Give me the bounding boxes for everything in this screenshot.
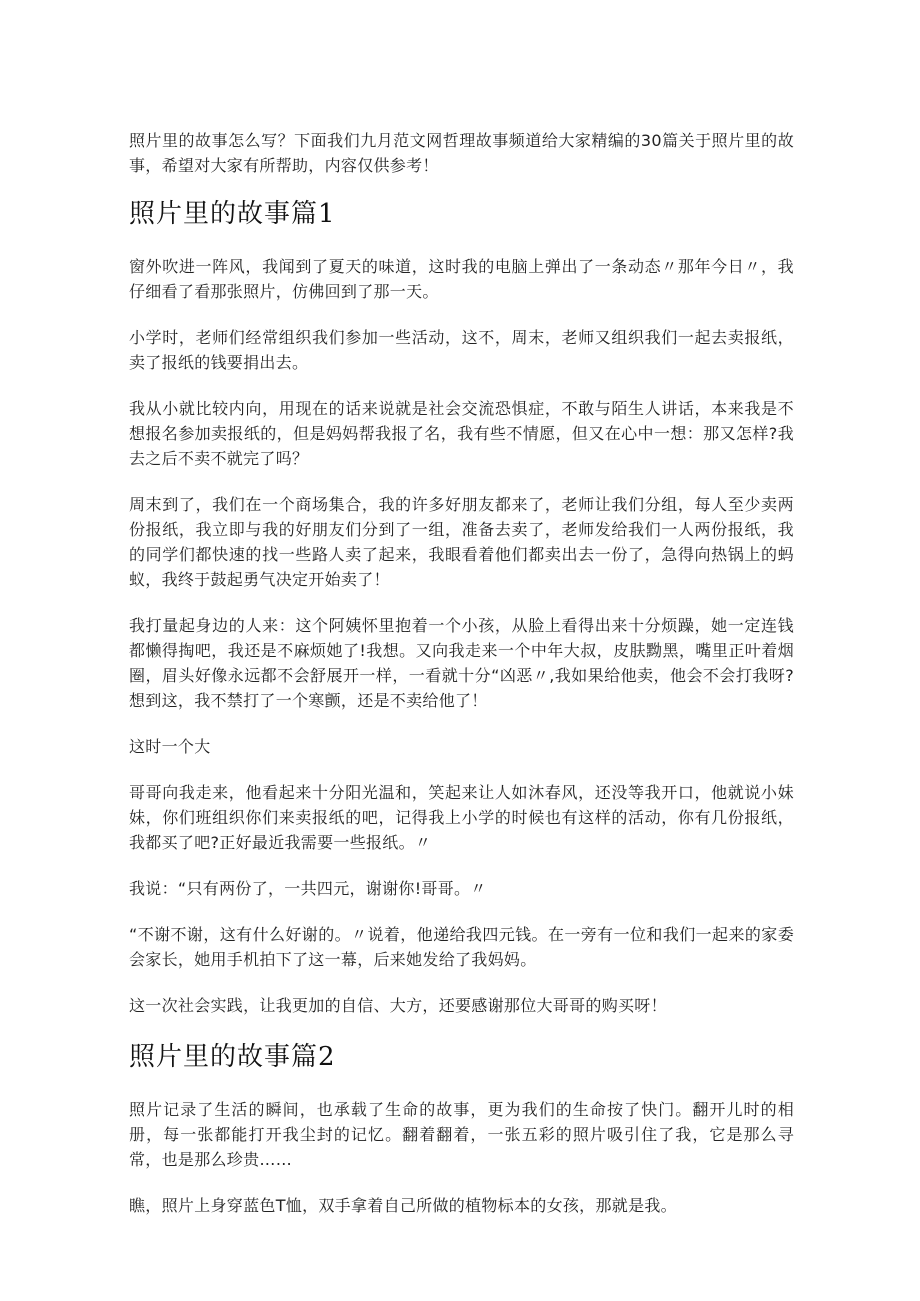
section-1-paragraph: 小学时，老师们经常组织我们参加一些活动，这不，周末，老师又组织我们一起去卖报纸，卖了报纸的钱要捐出去。: [129, 328, 794, 372]
section-1-paragraph: “不谢不谢，这有什么好谢的。〃说着，他递给我四元钱。在一旁有一位和我们一起来的家委会家长，她用手机拍下了这一幕，后来她发给了我妈妈。: [129, 925, 794, 969]
section-2-paragraph: 瞧，照片上身穿蓝色T恤，双手拿着自己所做的植物标本的女孩，那就是我。: [129, 1196, 677, 1215]
section-1-title: 照片里的故事篇1: [129, 199, 336, 229]
section-1-paragraph: 我说：“只有两份了，一共四元，谢谢你!哥哥。〃: [129, 879, 487, 898]
document-body: [129, 128, 794, 1239]
section-1-paragraph: 窗外吹进一阵风，我闻到了夏天的味道，这时我的电脑上弹出了一条动态〃那年今日〃，我仔细看了看那张照片，仿佛回到了那一天。: [129, 257, 794, 301]
section-1-paragraph: 哥哥向我走来，他看起来十分阳光温和，笑起来让人如沐春风，还没等我开口，他就说小妹妹，你们班组织你们来卖报纸的吧，记得我上小学的时候也有这样的活动，你有几份报纸，我都买了吧?正好最近我需要一些报纸。〃: [129, 783, 794, 852]
section-1-paragraph: 这时一个大: [129, 737, 211, 756]
section-1-paragraph: 我打量起身边的人来：这个阿姨怀里抱着一个小孩，从脸上看得出来十分烦躁，她一定连钱都懒得掏吧，我还是不麻烦她了!我想。又向我走来一个中年大叔，皮肤黝黑，嘴里正叶着烟圈，眉头好像永远都不会舒展开一样，一看就十分“凶恶〃,我如果给他卖，他会不会打我呀?想到这，我不禁打了一个寒颤，还是不卖给他了！: [129, 616, 794, 710]
intro-paragraph: 照片里的故事怎么写？下面我们九月范文网哲理故事频道给大家精编的30篇关于照片里的故事，希望对大家有所帮助，内容仅供参考！: [129, 131, 794, 175]
section-2-title: 照片里的故事篇2: [129, 1042, 336, 1072]
section-2-paragraph: 照片记录了生活的瞬间，也承载了生命的故事，更为我们的生命按了快门。翻开儿时的相册，每一张都能打开我尘封的记忆。翻着翻着，一张五彩的照片吸引住了我，它是那么寻常，也是那么珍贵……: [129, 1100, 794, 1169]
section-1-paragraph: 我从小就比较内向，用现在的话来说就是社会交流恐惧症，不敢与陌生人讲话，本来我是不想报名参加卖报纸的，但是妈妈帮我报了名，我有些不情愿，但又在心中一想：那又怎样?我去之后不卖不就完了吗？: [129, 399, 794, 468]
section-1-paragraph: 周末到了，我们在一个商场集合，我的许多好朋友都来了，老师让我们分组，每人至少卖两份报纸，我立即与我的好朋友们分到了一组，准备去卖了，老师发给我们一人两份报纸，我的同学们都快速的找一些路人卖了起来，我眼看着他们都卖出去一份了，急得向热锅上的蚂蚁，我终于鼓起勇气决定开始卖了！: [129, 495, 794, 589]
section-1-paragraph: 这一次社会实践，让我更加的自信、大方，还要感谢那位大哥哥的购买呀！: [129, 996, 667, 1015]
